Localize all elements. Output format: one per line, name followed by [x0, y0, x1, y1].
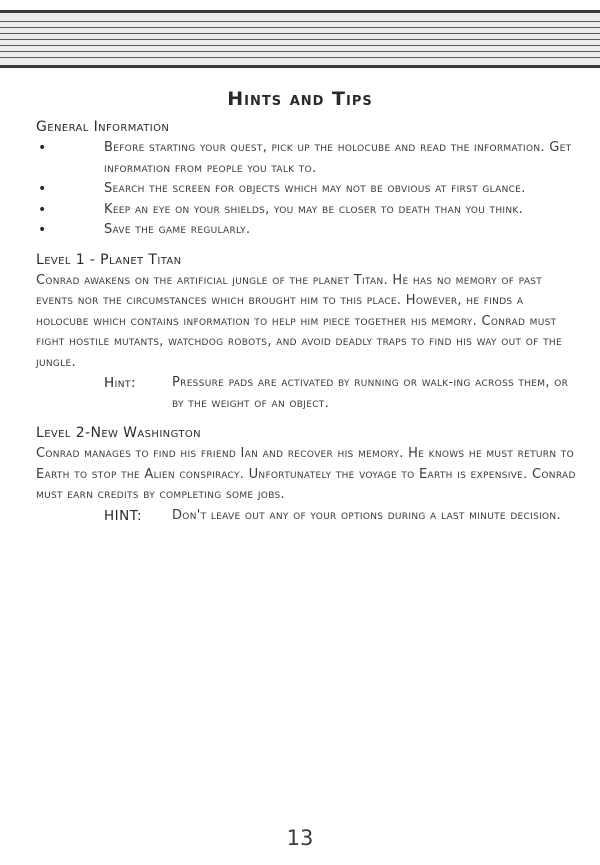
header-rule — [0, 57, 600, 58]
list-item — [36, 179, 576, 200]
hint-label: Hint: — [104, 375, 137, 391]
bullet-text: Save the game regularly. — [104, 222, 251, 237]
section-heading-level-1: Level 1 - Planet Titan — [36, 251, 182, 268]
level-2-paragraph: Conrad manages to find his friend Ian and recover his memory. He knows he must return to Earth to stop the Alien conspiracy. Unfortunately the voyage to Earth is expensive. Conrad must earn credits by completing some jobs. — [36, 446, 576, 502]
level-1-paragraph: Conrad awakens on the artificial jungle of the planet Titan. He has no memory of past events nor the circumstances which brought him to this place. However, he finds a holocube which contains information to help him piece together his memory. Conrad must fight hostile mutants, watchdog robots, and avoid deadly traps to find his way out of the jungle. — [36, 272, 562, 370]
hint-label: HINT: — [104, 507, 143, 524]
section-heading-general: General Information — [36, 119, 170, 135]
bullet-icon: • — [38, 222, 47, 238]
header-rule — [0, 51, 600, 52]
hint-text: Pressure pads are activated by running or walk-ing across them, or by the weight of an object. — [172, 375, 569, 411]
bullet-text: Keep an eye on your shields, you may be closer to death than you think. — [104, 201, 524, 217]
header-rule — [0, 21, 600, 22]
level-2-hint — [104, 506, 576, 527]
bullet-text: Before starting your quest, pick up the holocube and read the information. Get information from people you talk to. — [104, 140, 572, 176]
bullet-icon: • — [38, 201, 47, 218]
header-rule — [0, 45, 600, 46]
bullet-icon: • — [38, 181, 47, 197]
bullet-icon: • — [38, 140, 47, 156]
page-title: Hints and Tips — [227, 88, 373, 110]
page-number: 13 — [286, 826, 314, 850]
level-1-hint — [104, 373, 576, 414]
hint-text: Don't leave out any of your options during a last minute decision. — [172, 507, 561, 523]
header-rule — [0, 39, 600, 40]
general-bullet-list — [36, 138, 576, 241]
page-content — [36, 116, 576, 526]
bullet-text: Search the screen for objects which may not be obvious at first glance. — [104, 181, 526, 196]
header-rule — [0, 27, 600, 28]
list-item — [36, 138, 576, 179]
header-rule — [0, 33, 600, 34]
list-item — [36, 200, 576, 221]
header-band — [0, 10, 600, 68]
section-heading-level-2: Level 2-New Washington — [36, 425, 202, 441]
list-item — [36, 220, 576, 241]
